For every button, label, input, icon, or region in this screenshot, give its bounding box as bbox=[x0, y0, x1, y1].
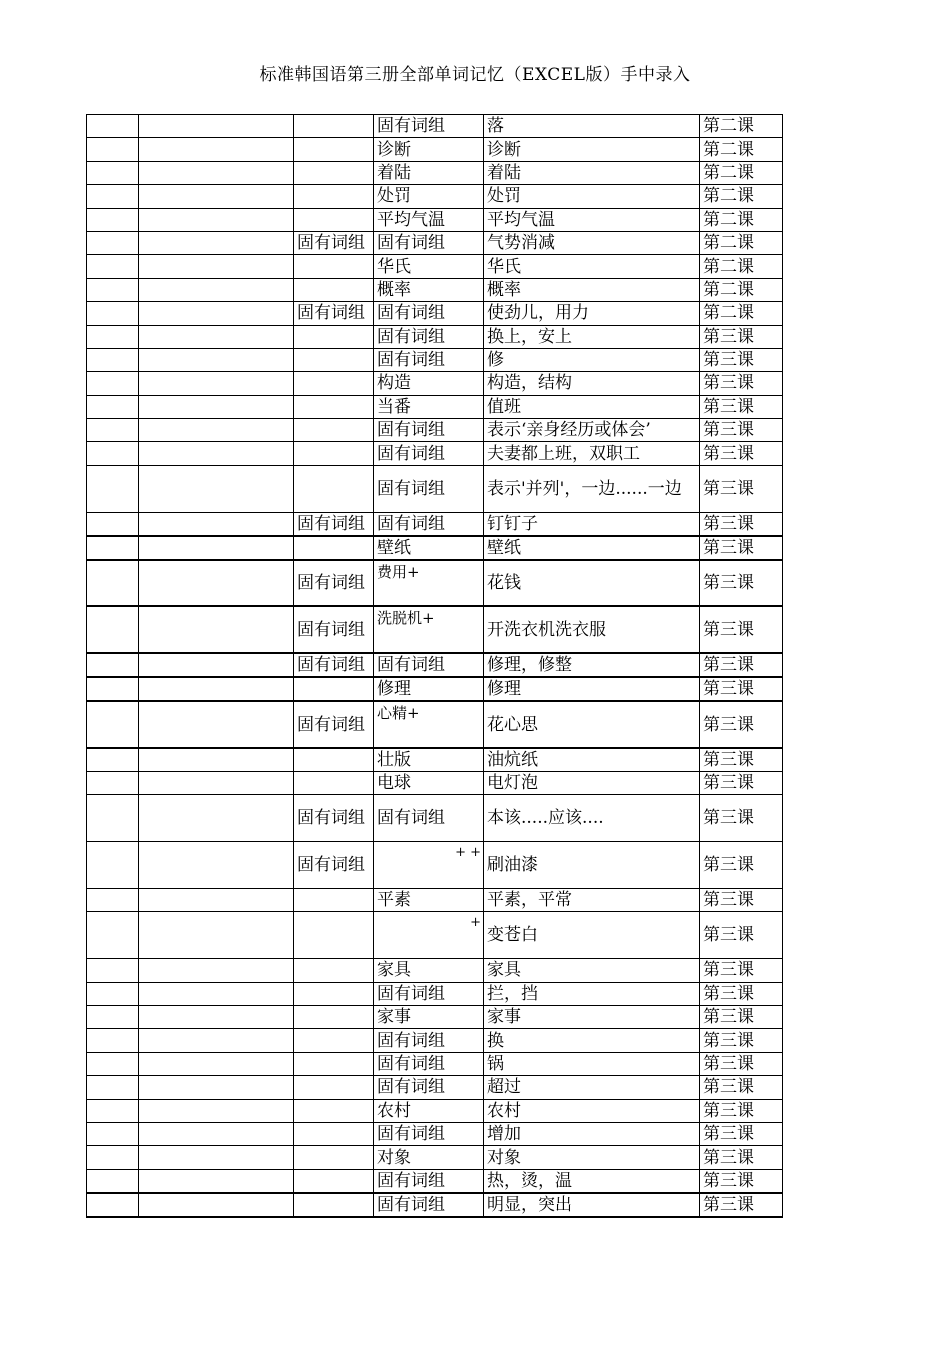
cell-word-type[interactable]: 固有词组 bbox=[294, 701, 374, 748]
cell-lesson[interactable]: 第三课 bbox=[700, 1006, 783, 1029]
cell-meaning[interactable]: 落 bbox=[484, 115, 700, 138]
cell-blank-a[interactable] bbox=[87, 677, 139, 701]
cell-blank-b[interactable] bbox=[139, 512, 294, 536]
cell-blank-a[interactable] bbox=[87, 959, 139, 982]
cell-blank-a[interactable] bbox=[87, 372, 139, 395]
table-row bbox=[87, 325, 783, 348]
cell-blank-b[interactable] bbox=[139, 419, 294, 442]
cell-blank-b[interactable] bbox=[139, 325, 294, 348]
cell-blank-b[interactable] bbox=[139, 982, 294, 1005]
cell-korean-word[interactable]: + + bbox=[374, 842, 484, 889]
cell-meaning[interactable]: 变苍白 bbox=[484, 912, 700, 959]
cell-blank-a[interactable] bbox=[87, 138, 139, 161]
cell-meaning[interactable]: 家事 bbox=[484, 1006, 700, 1029]
cell-lesson[interactable]: 第三课 bbox=[700, 512, 783, 536]
cell-word-type[interactable] bbox=[294, 442, 374, 465]
cell-meaning[interactable]: 油炕纸 bbox=[484, 748, 700, 772]
cell-lesson[interactable]: 第二课 bbox=[700, 138, 783, 161]
cell-korean-word[interactable]: 壁纸 bbox=[374, 536, 484, 560]
cell-blank-a[interactable] bbox=[87, 1029, 139, 1052]
cell-blank-a[interactable] bbox=[87, 185, 139, 208]
cell-korean-word[interactable]: 电球 bbox=[374, 772, 484, 795]
cell-lesson[interactable]: 第三课 bbox=[700, 889, 783, 912]
vocabulary-table-body bbox=[87, 115, 783, 1217]
cell-blank-a[interactable] bbox=[87, 115, 139, 138]
cell-lesson[interactable]: 第三课 bbox=[700, 348, 783, 371]
cell-meaning[interactable]: 对象 bbox=[484, 1146, 700, 1169]
cell-korean-word[interactable]: 固有词组 bbox=[374, 419, 484, 442]
cell-lesson[interactable]: 第三课 bbox=[700, 419, 783, 442]
cell-blank-a[interactable] bbox=[87, 1193, 139, 1217]
cell-korean-word[interactable]: 固有词组 bbox=[374, 1169, 484, 1193]
cell-blank-b[interactable] bbox=[139, 348, 294, 371]
table-row bbox=[87, 1193, 783, 1217]
cell-blank-b[interactable] bbox=[139, 395, 294, 418]
cell-word-type[interactable] bbox=[294, 419, 374, 442]
cell-word-type[interactable]: 固有词组 bbox=[294, 560, 374, 607]
cell-lesson[interactable]: 第三课 bbox=[700, 1146, 783, 1169]
cell-lesson[interactable]: 第三课 bbox=[700, 795, 783, 842]
cell-lesson[interactable]: 第三课 bbox=[700, 653, 783, 677]
cell-korean-word[interactable]: 修理 bbox=[374, 677, 484, 701]
cell-blank-a[interactable] bbox=[87, 302, 139, 325]
cell-blank-b[interactable] bbox=[139, 161, 294, 184]
table-row bbox=[87, 1146, 783, 1169]
table-row bbox=[87, 606, 783, 653]
cell-blank-b[interactable] bbox=[139, 1006, 294, 1029]
cell-korean-word[interactable]: 平均气温 bbox=[374, 208, 484, 231]
cell-blank-a[interactable] bbox=[87, 1146, 139, 1169]
cell-korean-word[interactable]: 固有词组 bbox=[374, 115, 484, 138]
cell-lesson[interactable]: 第三课 bbox=[700, 325, 783, 348]
cell-blank-a[interactable] bbox=[87, 795, 139, 842]
cell-word-type[interactable] bbox=[294, 138, 374, 161]
cell-blank-a[interactable] bbox=[87, 606, 139, 653]
cell-blank-b[interactable] bbox=[139, 536, 294, 560]
cell-blank-a[interactable] bbox=[87, 1052, 139, 1075]
cell-blank-b[interactable] bbox=[139, 653, 294, 677]
cell-meaning[interactable]: 家具 bbox=[484, 959, 700, 982]
cell-blank-a[interactable] bbox=[87, 701, 139, 748]
cell-blank-a[interactable] bbox=[87, 255, 139, 278]
cell-blank-b[interactable] bbox=[139, 889, 294, 912]
cell-word-type[interactable]: 固有词组 bbox=[294, 231, 374, 254]
cell-blank-a[interactable] bbox=[87, 536, 139, 560]
cell-blank-a[interactable] bbox=[87, 1122, 139, 1145]
cell-word-type[interactable] bbox=[294, 1122, 374, 1145]
cell-blank-a[interactable] bbox=[87, 208, 139, 231]
cell-lesson[interactable]: 第三课 bbox=[700, 442, 783, 465]
cell-word-type[interactable] bbox=[294, 1076, 374, 1099]
cell-blank-b[interactable] bbox=[139, 1193, 294, 1217]
table-row bbox=[87, 278, 783, 301]
cell-meaning[interactable]: 华氏 bbox=[484, 255, 700, 278]
cell-meaning[interactable]: 换上，安上 bbox=[484, 325, 700, 348]
cell-blank-a[interactable] bbox=[87, 419, 139, 442]
cell-blank-b[interactable] bbox=[139, 185, 294, 208]
cell-meaning[interactable]: 增加 bbox=[484, 1122, 700, 1145]
cell-blank-a[interactable] bbox=[87, 161, 139, 184]
cell-korean-word[interactable]: 洗脱机+ bbox=[374, 606, 484, 653]
cell-word-type[interactable] bbox=[294, 1052, 374, 1075]
cell-word-type[interactable] bbox=[294, 772, 374, 795]
cell-word-type[interactable] bbox=[294, 912, 374, 959]
cell-meaning[interactable]: 诊断 bbox=[484, 138, 700, 161]
cell-korean-word[interactable]: 固有词组 bbox=[374, 653, 484, 677]
cell-lesson[interactable]: 第三课 bbox=[700, 1029, 783, 1052]
cell-blank-a[interactable] bbox=[87, 231, 139, 254]
cell-korean-word[interactable]: 固有词组 bbox=[374, 1076, 484, 1099]
table-row bbox=[87, 959, 783, 982]
table-row bbox=[87, 115, 783, 138]
cell-blank-a[interactable] bbox=[87, 1076, 139, 1099]
cell-lesson[interactable]: 第三课 bbox=[700, 606, 783, 653]
cell-blank-a[interactable] bbox=[87, 653, 139, 677]
cell-meaning[interactable]: 超过 bbox=[484, 1076, 700, 1099]
cell-word-type[interactable] bbox=[294, 185, 374, 208]
cell-korean-word[interactable]: 固有词组 bbox=[374, 302, 484, 325]
cell-word-type[interactable] bbox=[294, 278, 374, 301]
cell-blank-b[interactable] bbox=[139, 959, 294, 982]
table-row bbox=[87, 231, 783, 254]
cell-meaning[interactable]: 电灯泡 bbox=[484, 772, 700, 795]
cell-word-type[interactable] bbox=[294, 115, 374, 138]
cell-word-type[interactable] bbox=[294, 1099, 374, 1122]
cell-lesson[interactable]: 第三课 bbox=[700, 677, 783, 701]
cell-word-type[interactable] bbox=[294, 161, 374, 184]
cell-blank-b[interactable] bbox=[139, 255, 294, 278]
cell-blank-a[interactable] bbox=[87, 912, 139, 959]
cell-meaning[interactable]: 热，烫，温 bbox=[484, 1169, 700, 1193]
cell-lesson[interactable]: 第二课 bbox=[700, 231, 783, 254]
cell-blank-a[interactable] bbox=[87, 465, 139, 512]
table-row bbox=[87, 748, 783, 772]
cell-blank-a[interactable] bbox=[87, 1006, 139, 1029]
cell-lesson[interactable]: 第三课 bbox=[700, 842, 783, 889]
page-title: 标准韩国语第三册全部单词记忆（EXCEL版）手中录入 bbox=[259, 65, 691, 85]
cell-lesson[interactable]: 第三课 bbox=[700, 701, 783, 748]
cell-blank-a[interactable] bbox=[87, 348, 139, 371]
table-row bbox=[87, 302, 783, 325]
table-row bbox=[87, 795, 783, 842]
cell-meaning[interactable]: 锅 bbox=[484, 1052, 700, 1075]
cell-lesson[interactable]: 第二课 bbox=[700, 278, 783, 301]
cell-meaning[interactable]: 平均气温 bbox=[484, 208, 700, 231]
cell-meaning[interactable]: 壁纸 bbox=[484, 536, 700, 560]
table-row bbox=[87, 653, 783, 677]
table-row bbox=[87, 1169, 783, 1193]
cell-blank-a[interactable] bbox=[87, 748, 139, 772]
cell-word-type[interactable] bbox=[294, 325, 374, 348]
cell-blank-a[interactable] bbox=[87, 278, 139, 301]
cell-blank-b[interactable] bbox=[139, 465, 294, 512]
cell-blank-b[interactable] bbox=[139, 795, 294, 842]
cell-lesson[interactable]: 第二课 bbox=[700, 115, 783, 138]
cell-blank-b[interactable] bbox=[139, 842, 294, 889]
cell-blank-a[interactable] bbox=[87, 1099, 139, 1122]
cell-meaning[interactable]: 花钱 bbox=[484, 560, 700, 607]
cell-meaning[interactable]: 值班 bbox=[484, 395, 700, 418]
cell-word-type[interactable]: 固有词组 bbox=[294, 302, 374, 325]
cell-word-type[interactable] bbox=[294, 1169, 374, 1193]
cell-blank-b[interactable] bbox=[139, 1146, 294, 1169]
cell-word-type[interactable] bbox=[294, 677, 374, 701]
cell-meaning[interactable]: 表示'并列'，一边......一边 bbox=[484, 465, 700, 512]
cell-korean-word[interactable]: 当番 bbox=[374, 395, 484, 418]
table-row bbox=[87, 161, 783, 184]
cell-blank-b[interactable] bbox=[139, 115, 294, 138]
cell-word-type[interactable] bbox=[294, 1193, 374, 1217]
table-row bbox=[87, 982, 783, 1005]
table-row bbox=[87, 560, 783, 607]
cell-blank-b[interactable] bbox=[139, 701, 294, 748]
table-row bbox=[87, 255, 783, 278]
table-row bbox=[87, 701, 783, 748]
cell-meaning[interactable]: 开洗衣机洗衣服 bbox=[484, 606, 700, 653]
cell-word-type[interactable] bbox=[294, 1146, 374, 1169]
cell-blank-a[interactable] bbox=[87, 512, 139, 536]
cell-meaning[interactable]: 处罚 bbox=[484, 185, 700, 208]
cell-blank-b[interactable] bbox=[139, 748, 294, 772]
cell-blank-b[interactable] bbox=[139, 677, 294, 701]
table-row bbox=[87, 889, 783, 912]
cell-lesson[interactable]: 第三课 bbox=[700, 982, 783, 1005]
cell-meaning[interactable]: 表示‘亲身经历或体会’ bbox=[484, 419, 700, 442]
cell-korean-word[interactable]: 农村 bbox=[374, 1099, 484, 1122]
table-row bbox=[87, 512, 783, 536]
cell-korean-word[interactable]: 固有词组 bbox=[374, 1193, 484, 1217]
cell-lesson[interactable]: 第三课 bbox=[700, 1169, 783, 1193]
cell-word-type[interactable] bbox=[294, 465, 374, 512]
cell-korean-word[interactable]: 固有词组 bbox=[374, 325, 484, 348]
cell-lesson[interactable]: 第三课 bbox=[700, 748, 783, 772]
table-row bbox=[87, 372, 783, 395]
cell-blank-b[interactable] bbox=[139, 231, 294, 254]
cell-blank-b[interactable] bbox=[139, 208, 294, 231]
cell-korean-word[interactable]: 着陆 bbox=[374, 161, 484, 184]
cell-word-type[interactable] bbox=[294, 748, 374, 772]
cell-lesson[interactable]: 第三课 bbox=[700, 1099, 783, 1122]
cell-word-type[interactable] bbox=[294, 372, 374, 395]
cell-meaning[interactable]: 明显，突出 bbox=[484, 1193, 700, 1217]
cell-lesson[interactable]: 第三课 bbox=[700, 465, 783, 512]
cell-meaning[interactable]: 换 bbox=[484, 1029, 700, 1052]
cell-lesson[interactable]: 第二课 bbox=[700, 161, 783, 184]
cell-lesson[interactable]: 第二课 bbox=[700, 255, 783, 278]
cell-meaning[interactable]: 夫妻都上班，双职工 bbox=[484, 442, 700, 465]
cell-korean-word[interactable]: 对象 bbox=[374, 1146, 484, 1169]
table-row bbox=[87, 465, 783, 512]
cell-blank-b[interactable] bbox=[139, 372, 294, 395]
cell-meaning[interactable]: 着陆 bbox=[484, 161, 700, 184]
table-row bbox=[87, 536, 783, 560]
cell-blank-b[interactable] bbox=[139, 606, 294, 653]
table-row bbox=[87, 138, 783, 161]
cell-blank-b[interactable] bbox=[139, 278, 294, 301]
cell-meaning[interactable]: 使劲儿，用力 bbox=[484, 302, 700, 325]
cell-lesson[interactable]: 第三课 bbox=[700, 372, 783, 395]
table-row bbox=[87, 442, 783, 465]
cell-word-type[interactable]: 固有词组 bbox=[294, 512, 374, 536]
cell-word-type[interactable]: 固有词组 bbox=[294, 795, 374, 842]
cell-blank-b[interactable] bbox=[139, 442, 294, 465]
cell-lesson[interactable]: 第二课 bbox=[700, 208, 783, 231]
cell-meaning[interactable]: 拦，挡 bbox=[484, 982, 700, 1005]
cell-meaning[interactable]: 修 bbox=[484, 348, 700, 371]
cell-word-type[interactable] bbox=[294, 889, 374, 912]
cell-blank-a[interactable] bbox=[87, 772, 139, 795]
cell-word-type[interactable] bbox=[294, 982, 374, 1005]
cell-korean-word[interactable]: 壮版 bbox=[374, 748, 484, 772]
cell-word-type[interactable] bbox=[294, 348, 374, 371]
cell-word-type[interactable]: 固有词组 bbox=[294, 653, 374, 677]
cell-word-type[interactable] bbox=[294, 1006, 374, 1029]
cell-korean-word[interactable]: 费用+ bbox=[374, 560, 484, 607]
cell-lesson[interactable]: 第三课 bbox=[700, 1076, 783, 1099]
cell-meaning[interactable]: 构造，结构 bbox=[484, 372, 700, 395]
cell-blank-b[interactable] bbox=[139, 1029, 294, 1052]
cell-meaning[interactable]: 刷油漆 bbox=[484, 842, 700, 889]
table-row bbox=[87, 419, 783, 442]
cell-meaning[interactable]: 平素，平常 bbox=[484, 889, 700, 912]
cell-lesson[interactable]: 第三课 bbox=[700, 395, 783, 418]
cell-korean-word[interactable]: 家具 bbox=[374, 959, 484, 982]
cell-blank-a[interactable] bbox=[87, 395, 139, 418]
cell-blank-a[interactable] bbox=[87, 560, 139, 607]
cell-korean-word[interactable]: 固有词组 bbox=[374, 982, 484, 1005]
table-row bbox=[87, 208, 783, 231]
cell-korean-word[interactable]: 概率 bbox=[374, 278, 484, 301]
cell-korean-word[interactable]: 处罚 bbox=[374, 185, 484, 208]
cell-meaning[interactable]: 修理 bbox=[484, 677, 700, 701]
cell-korean-word[interactable]: 平素 bbox=[374, 889, 484, 912]
table-row bbox=[87, 1006, 783, 1029]
cell-meaning[interactable]: 花心思 bbox=[484, 701, 700, 748]
table-row bbox=[87, 1122, 783, 1145]
cell-meaning[interactable]: 修理，修整 bbox=[484, 653, 700, 677]
table-row bbox=[87, 1076, 783, 1099]
cell-meaning[interactable]: 钉钉子 bbox=[484, 512, 700, 536]
cell-word-type[interactable] bbox=[294, 395, 374, 418]
cell-korean-word[interactable]: 固有词组 bbox=[374, 1029, 484, 1052]
cell-blank-b[interactable] bbox=[139, 302, 294, 325]
cell-korean-word[interactable]: 诊断 bbox=[374, 138, 484, 161]
table-row bbox=[87, 1029, 783, 1052]
cell-korean-word[interactable]: 固有词组 bbox=[374, 1052, 484, 1075]
cell-blank-a[interactable] bbox=[87, 1169, 139, 1193]
cell-word-type[interactable]: 固有词组 bbox=[294, 842, 374, 889]
table-row bbox=[87, 677, 783, 701]
cell-meaning[interactable]: 气势消减 bbox=[484, 231, 700, 254]
cell-word-type[interactable] bbox=[294, 959, 374, 982]
cell-blank-a[interactable] bbox=[87, 889, 139, 912]
cell-korean-word[interactable]: + bbox=[374, 912, 484, 959]
cell-blank-a[interactable] bbox=[87, 842, 139, 889]
cell-lesson[interactable]: 第三课 bbox=[700, 1052, 783, 1075]
cell-lesson[interactable]: 第二课 bbox=[700, 185, 783, 208]
cell-blank-b[interactable] bbox=[139, 912, 294, 959]
table-row bbox=[87, 912, 783, 959]
cell-korean-word[interactable]: 华氏 bbox=[374, 255, 484, 278]
cell-blank-b[interactable] bbox=[139, 1099, 294, 1122]
cell-word-type[interactable] bbox=[294, 255, 374, 278]
cell-blank-a[interactable] bbox=[87, 325, 139, 348]
table-row bbox=[87, 1052, 783, 1075]
table-row bbox=[87, 185, 783, 208]
cell-blank-a[interactable] bbox=[87, 982, 139, 1005]
cell-blank-b[interactable] bbox=[139, 1169, 294, 1193]
cell-blank-b[interactable] bbox=[139, 138, 294, 161]
cell-korean-word[interactable]: 固有词组 bbox=[374, 231, 484, 254]
table-row bbox=[87, 772, 783, 795]
cell-lesson[interactable]: 第三课 bbox=[700, 772, 783, 795]
cell-lesson[interactable]: 第三课 bbox=[700, 1122, 783, 1145]
cell-blank-b[interactable] bbox=[139, 560, 294, 607]
cell-meaning[interactable]: 本该.....应该.... bbox=[484, 795, 700, 842]
table-row bbox=[87, 842, 783, 889]
cell-korean-word[interactable]: 固有词组 bbox=[374, 512, 484, 536]
cell-korean-word[interactable]: 固有词组 bbox=[374, 442, 484, 465]
cell-word-type[interactable] bbox=[294, 536, 374, 560]
cell-lesson[interactable]: 第三课 bbox=[700, 912, 783, 959]
cell-korean-word[interactable]: 家事 bbox=[374, 1006, 484, 1029]
cell-korean-word[interactable]: 固有词组 bbox=[374, 1122, 484, 1145]
cell-blank-a[interactable] bbox=[87, 442, 139, 465]
vocabulary-table bbox=[86, 114, 783, 1218]
cell-blank-b[interactable] bbox=[139, 1076, 294, 1099]
cell-lesson[interactable]: 第三课 bbox=[700, 959, 783, 982]
cell-korean-word[interactable]: 固有词组 bbox=[374, 348, 484, 371]
cell-korean-word[interactable]: 心精+ bbox=[374, 701, 484, 748]
table-row bbox=[87, 1099, 783, 1122]
cell-korean-word[interactable]: 固有词组 bbox=[374, 465, 484, 512]
cell-meaning[interactable]: 概率 bbox=[484, 278, 700, 301]
cell-blank-b[interactable] bbox=[139, 1052, 294, 1075]
cell-korean-word[interactable]: 构造 bbox=[374, 372, 484, 395]
table-row bbox=[87, 395, 783, 418]
cell-lesson[interactable]: 第三课 bbox=[700, 536, 783, 560]
cell-word-type[interactable]: 固有词组 bbox=[294, 606, 374, 653]
cell-blank-b[interactable] bbox=[139, 1122, 294, 1145]
cell-blank-b[interactable] bbox=[139, 772, 294, 795]
cell-meaning[interactable]: 农村 bbox=[484, 1099, 700, 1122]
cell-lesson[interactable]: 第二课 bbox=[700, 302, 783, 325]
table-row bbox=[87, 348, 783, 371]
cell-korean-word[interactable]: 固有词组 bbox=[374, 795, 484, 842]
cell-word-type[interactable] bbox=[294, 208, 374, 231]
cell-lesson[interactable]: 第三课 bbox=[700, 560, 783, 607]
cell-lesson[interactable]: 第三课 bbox=[700, 1193, 783, 1217]
cell-word-type[interactable] bbox=[294, 1029, 374, 1052]
